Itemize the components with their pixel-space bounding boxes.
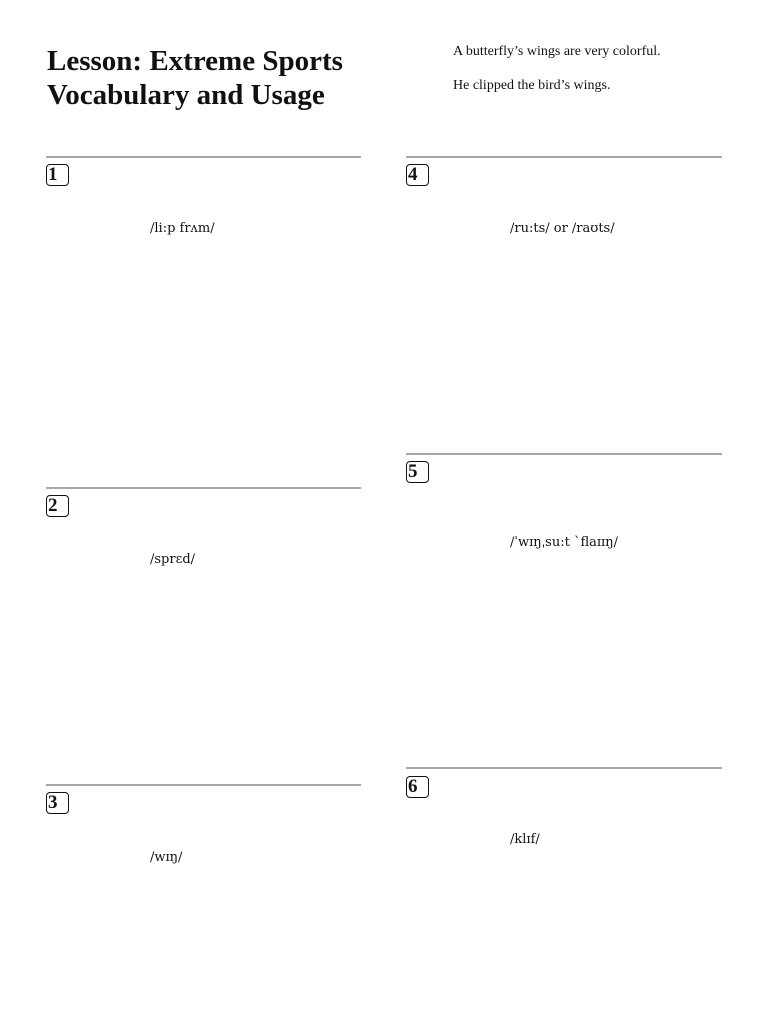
- entry-number-badge: 4: [406, 164, 429, 186]
- section-divider: [406, 156, 722, 158]
- entry-number-badge: 6: [406, 776, 429, 798]
- entry-pronunciation: /wɪŋ/: [150, 850, 183, 865]
- entry-number-badge: 2: [46, 495, 69, 517]
- entry-pronunciation: /ˈwɪŋˌsu:t `flaɪɪŋ/: [510, 535, 618, 550]
- example-sentence: He clipped the bird’s wings.: [453, 78, 611, 93]
- lesson-title: Lesson: Extreme Sports Vocabulary and Usage: [47, 45, 343, 111]
- section-divider: [46, 784, 361, 786]
- section-divider: [46, 487, 361, 489]
- entry-number-badge: 1: [46, 164, 69, 186]
- section-divider: [406, 453, 722, 455]
- entry-pronunciation: /klɪf/: [510, 832, 540, 847]
- entry-number-badge: 5: [406, 461, 429, 483]
- entry-pronunciation: /sprɛd/: [150, 552, 196, 567]
- section-divider: [406, 767, 722, 769]
- entry-number-badge: 3: [46, 792, 69, 814]
- section-divider: [46, 156, 361, 158]
- entry-pronunciation: /li:p frʌm/: [150, 221, 215, 236]
- entry-pronunciation: /ru:ts/ or /raʊts/: [510, 221, 615, 236]
- example-sentence: A butterfly’s wings are very colorful.: [453, 44, 661, 59]
